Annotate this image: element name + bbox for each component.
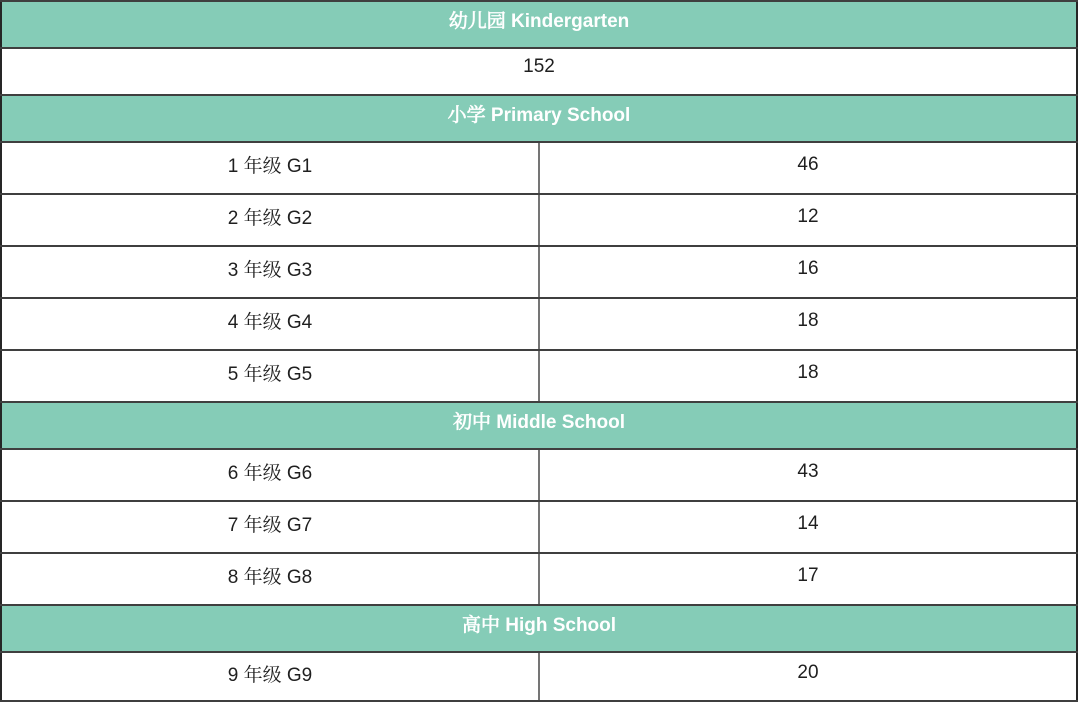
grade-value-cell: 14 [539, 501, 1077, 553]
grade-row-g2 [1, 194, 1077, 246]
section-header-high: 高中 High School [1, 605, 1077, 652]
kindergarten-total-cell: 152 [1, 48, 1077, 95]
grade-value-cell: 17 [539, 553, 1077, 605]
grade-row-g7 [1, 501, 1077, 553]
grade-value-cell: 46 [539, 142, 1077, 194]
section-header-row-high [1, 605, 1077, 652]
grade-row-g8 [1, 553, 1077, 605]
section-header-row-middle [1, 402, 1077, 449]
grade-value-cell: 16 [539, 246, 1077, 298]
grade-row-g5 [1, 350, 1077, 402]
grade-value-cell: 20 [539, 652, 1077, 701]
section-header-kindergarten: 幼儿园 Kindergarten [1, 1, 1077, 48]
section-header-row-kindergarten [1, 1, 1077, 48]
grade-row-g1 [1, 142, 1077, 194]
grade-value-cell: 18 [539, 350, 1077, 402]
grade-value-cell: 12 [539, 194, 1077, 246]
grade-label-cell: 8 年级 G8 [1, 553, 539, 605]
section-header-primary: 小学 Primary School [1, 95, 1077, 142]
grade-label-cell: 1 年级 G1 [1, 142, 539, 194]
section-header-middle: 初中 Middle School [1, 402, 1077, 449]
grade-label-cell: 9 年级 G9 [1, 652, 539, 701]
grade-row-g4 [1, 298, 1077, 350]
grade-row-g3 [1, 246, 1077, 298]
section-header-row-primary [1, 95, 1077, 142]
grade-label-cell: 6 年级 G6 [1, 449, 539, 501]
grade-row-g9 [1, 652, 1077, 701]
grade-value-cell: 43 [539, 449, 1077, 501]
grade-label-cell: 4 年级 G4 [1, 298, 539, 350]
grade-label-cell: 2 年级 G2 [1, 194, 539, 246]
grade-row-g6 [1, 449, 1077, 501]
grade-label-cell: 3 年级 G3 [1, 246, 539, 298]
grade-value-cell: 18 [539, 298, 1077, 350]
grade-label-cell: 7 年级 G7 [1, 501, 539, 553]
kindergarten-total-row [1, 48, 1077, 95]
grade-label-cell: 5 年级 G5 [1, 350, 539, 402]
